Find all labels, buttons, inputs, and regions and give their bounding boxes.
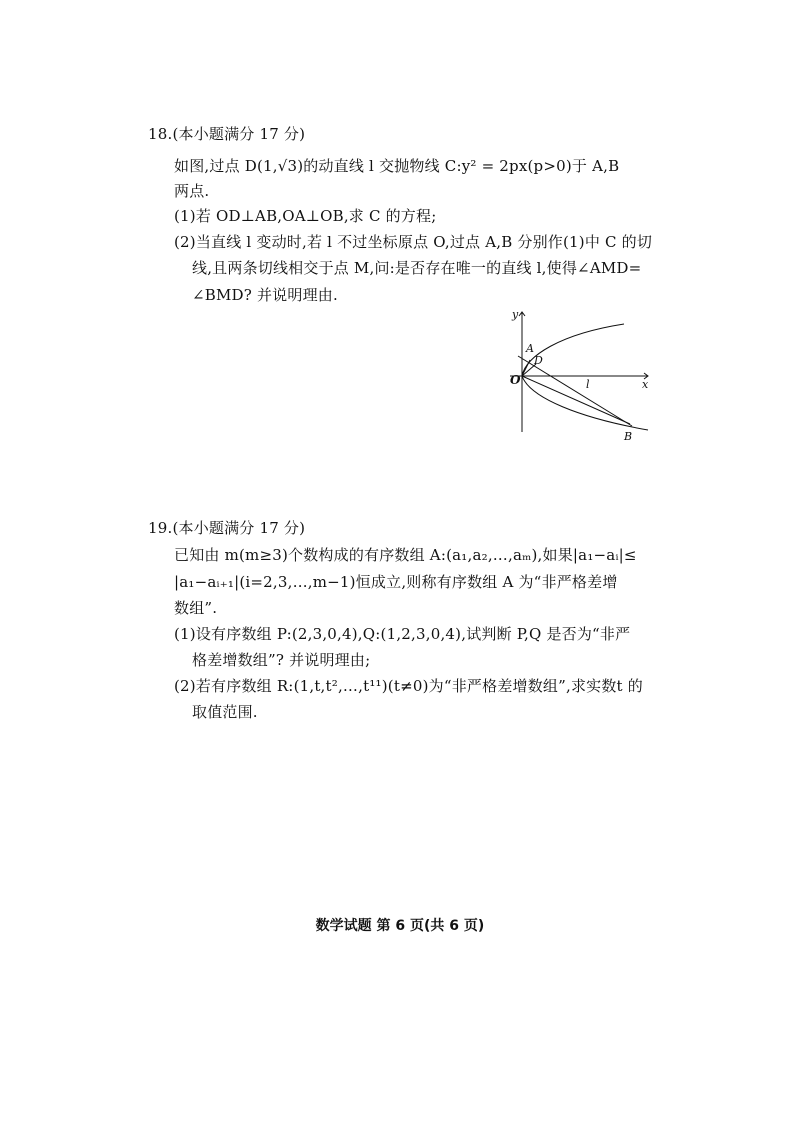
label-x: x (642, 378, 649, 391)
label-y: y (512, 308, 519, 321)
q19-part1-line1: (1)设有序数组 P:(2,3,0,4),Q:(1,2,3,0,4),试判断 P,Q 是否为“非严 (174, 625, 631, 643)
q19-part2-line2: 取值范围. (192, 703, 258, 721)
q19-stem-line3: 数组”. (174, 599, 218, 617)
parabola-diagram (500, 300, 660, 445)
label-o: O (510, 373, 521, 387)
q19-part1-line2: 格差增数组”? 并说明理由; (192, 651, 371, 669)
q18-header: 18.(本小题满分 17 分) (148, 125, 306, 143)
q18-part1: (1)若 OD⊥AB,OA⊥OB,求 C 的方程; (174, 207, 437, 225)
segment-oa (522, 360, 530, 376)
q18-stem-line2: 两点. (174, 182, 210, 200)
segment-ob (522, 376, 630, 424)
q19-stem-line2: |a₁−aᵢ₊₁|(i=2,3,…,m−1)恒成立,则称有序数组 A 为“非严格差增 (174, 573, 618, 591)
label-l: l (586, 378, 590, 391)
label-d: D (534, 354, 543, 367)
q18-part2-line2: 线,且两条切线相交于点 M,问:是否存在唯一的直线 l,使得∠AMD= (192, 259, 642, 277)
parabola-figure (500, 300, 660, 445)
page-footer: 数学试题 第 6 页(共 6 页) (315, 918, 485, 934)
q19-part2-line1: (2)若有序数组 R:(1,t,t²,…,t¹¹)(t≠0)为“非严格差增数组”,求实数t 的 (174, 677, 643, 695)
q19-header: 19.(本小题满分 17 分) (148, 519, 306, 537)
q18-part2-line1: (2)当直线 l 变动时,若 l 不过坐标原点 O,过点 A,B 分别作(1)中 C 的切 (174, 233, 653, 251)
q18-part2-line3: ∠BMD? 并说明理由. (192, 286, 338, 304)
q18-stem-line1: 如图,过点 D(1,√3)的动直线 l 交抛物线 C:y² = 2px(p>0)于 A,B (174, 157, 620, 175)
q19-stem-line1: 已知由 m(m≥3)个数构成的有序数组 A:(a₁,a₂,…,aₘ),如果|a₁−aᵢ|≤ (174, 546, 637, 564)
label-a: A (526, 342, 534, 355)
label-b: B (624, 430, 633, 443)
